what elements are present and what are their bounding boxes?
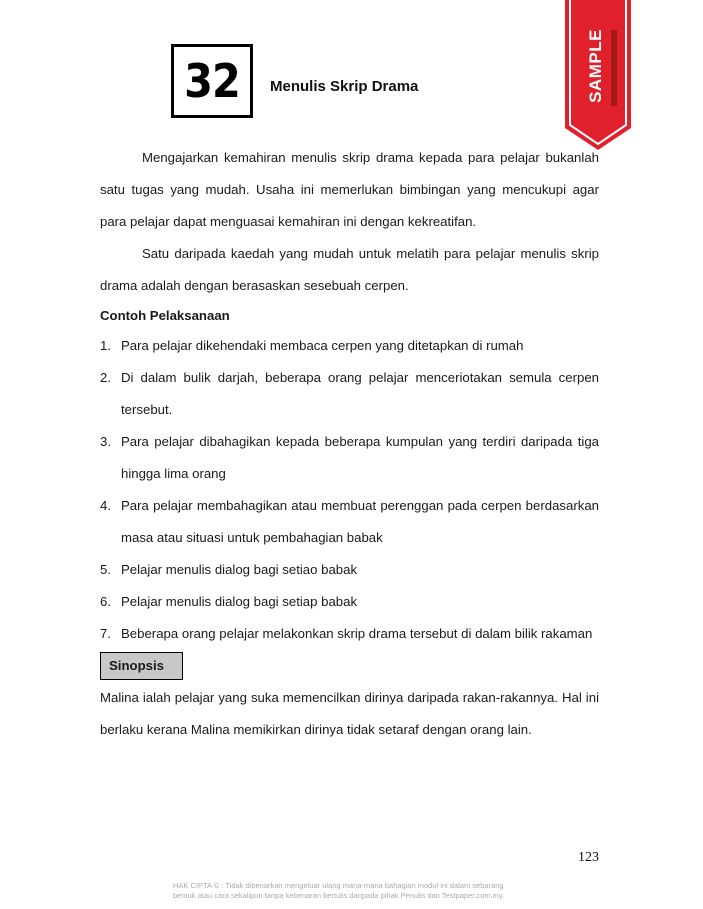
paragraph-method: Satu daripada kaedah yang mudah untuk melatih para pelajar menulis skrip drama adalah dengan berasaskan sesebuah cerpen. [100,246,599,293]
list-item [100,426,599,490]
list-item [100,362,599,426]
chapter-title: Menulis Skrip Drama [270,78,419,95]
footer-line-2: bentuk atau cara sekalipun tanpa kebenaran bertulis daripada pihak Penulis dan Testpaper.com.my. [173,891,505,900]
list-number: 4. [100,498,111,513]
copyright-footer [173,881,533,901]
list-text: Para pelajar dibahagikan kepada beberapa kumpulan yang terdiri daripada tiga hingga lima orang [121,434,599,481]
paragraph-intro: Mengajarkan kemahiran menulis skrip drama kepada para pelajar bukanlah satu tugas yang mudah. Usaha ini memerlukan bimbingan yang mencukupi agar para pelajar dapat menguasai kemahiran ini dengan kekreatifan. [100,150,599,229]
list-text: Beberapa orang pelajar melakonkan skrip drama tersebut di dalam bilik rakaman [121,626,593,641]
footer-line-1: HAK CIPTA © : Tidak dibenarkan mengeluar ulang mana-mana bahagian modul ini dalam sebarang [173,881,504,890]
list-number: 7. [100,626,111,641]
page-content [100,142,599,746]
list-item [100,490,599,554]
list-item [100,330,599,362]
list-number: 5. [100,562,111,577]
list-number: 1. [100,338,111,353]
section-heading: Contoh Pelaksanaan [100,308,230,323]
list-text: Para pelajar dikehendaki membaca cerpen yang ditetapkan di rumah [121,338,524,353]
list-text: Di dalam bulik darjah, beberapa orang pelajar menceriotakan semula cerpen tersebut. [121,370,599,417]
chapter-number: 32 [184,54,240,108]
chapter-number-box [171,44,253,118]
list-text: Pelajar menulis dialog bagi setiap babak [121,594,358,609]
list-text: Pelajar menulis dialog bagi setiao babak [121,562,358,577]
sample-label [570,20,622,112]
list-number: 6. [100,594,111,609]
list-item [100,618,599,650]
list-item [100,554,599,586]
list-number: 2. [100,370,111,385]
list-number: 3. [100,434,111,449]
steps-list [100,330,599,650]
sample-text: SAMPLE [586,29,605,103]
page-number: 123 [578,850,599,865]
list-item [100,586,599,618]
sinopsis-paragraph: Malina ialah pelajar yang suka memencilkan dirinya daripada rakan-rakannya. Hal ini berlaku kerana Malina memikirkan dirinya tidak setaraf dengan orang lain. [100,690,599,737]
list-text: Para pelajar membahagikan atau membuat perenggan pada cerpen berdasarkan masa atau situasi untuk pembahagian babak [121,498,599,545]
sinopsis-label: Sinopsis [100,652,183,680]
